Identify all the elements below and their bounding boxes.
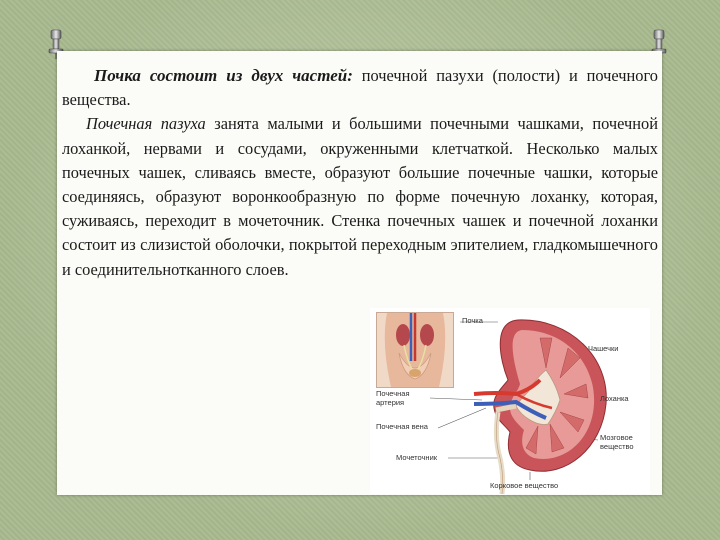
intro-paragraph xyxy=(62,64,658,112)
kidney-figure xyxy=(370,308,650,494)
term-renal-sinus: Почечная пазуха xyxy=(86,114,206,134)
paragraph-rest: занята малыми и большими почечными чашками, почечной лоханкой, нервами и сосудами, окруженными клетчаткой. Несколько малых почечных чашек, сливаясь вместе, образуют большие почечные чашки, которые соединяясь, образуют воронкообразную по форме почечную лоханку, которая, суживаясь, переходит в мочеточник. Стенка почечных чашек и почечной лоханки состоит из слизистой оболочки, покрытой переходным эпителием, гладкомышечного и соединительнотканного слоев. xyxy=(62,114,658,279)
label-medulla: Мозговое вещество xyxy=(600,433,634,451)
label-pelvis: Лоханка xyxy=(600,394,629,403)
body-text xyxy=(62,64,658,282)
label-renal-vein: Почечная вена xyxy=(376,422,428,431)
label-renal-artery: Почечная артерия xyxy=(376,389,410,407)
label-calyces: Чашечки xyxy=(588,344,619,353)
heading-rest: почечной пазухи (полости) и почечного вещества. xyxy=(62,66,659,110)
label-kidney: Почка xyxy=(462,316,483,325)
label-ureter: Мочеточник xyxy=(396,453,438,462)
sinus-paragraph xyxy=(62,112,658,281)
heading-italic: Почка состоит из двух частей: xyxy=(94,66,353,85)
label-cortex: Корковое вещество xyxy=(490,481,559,490)
